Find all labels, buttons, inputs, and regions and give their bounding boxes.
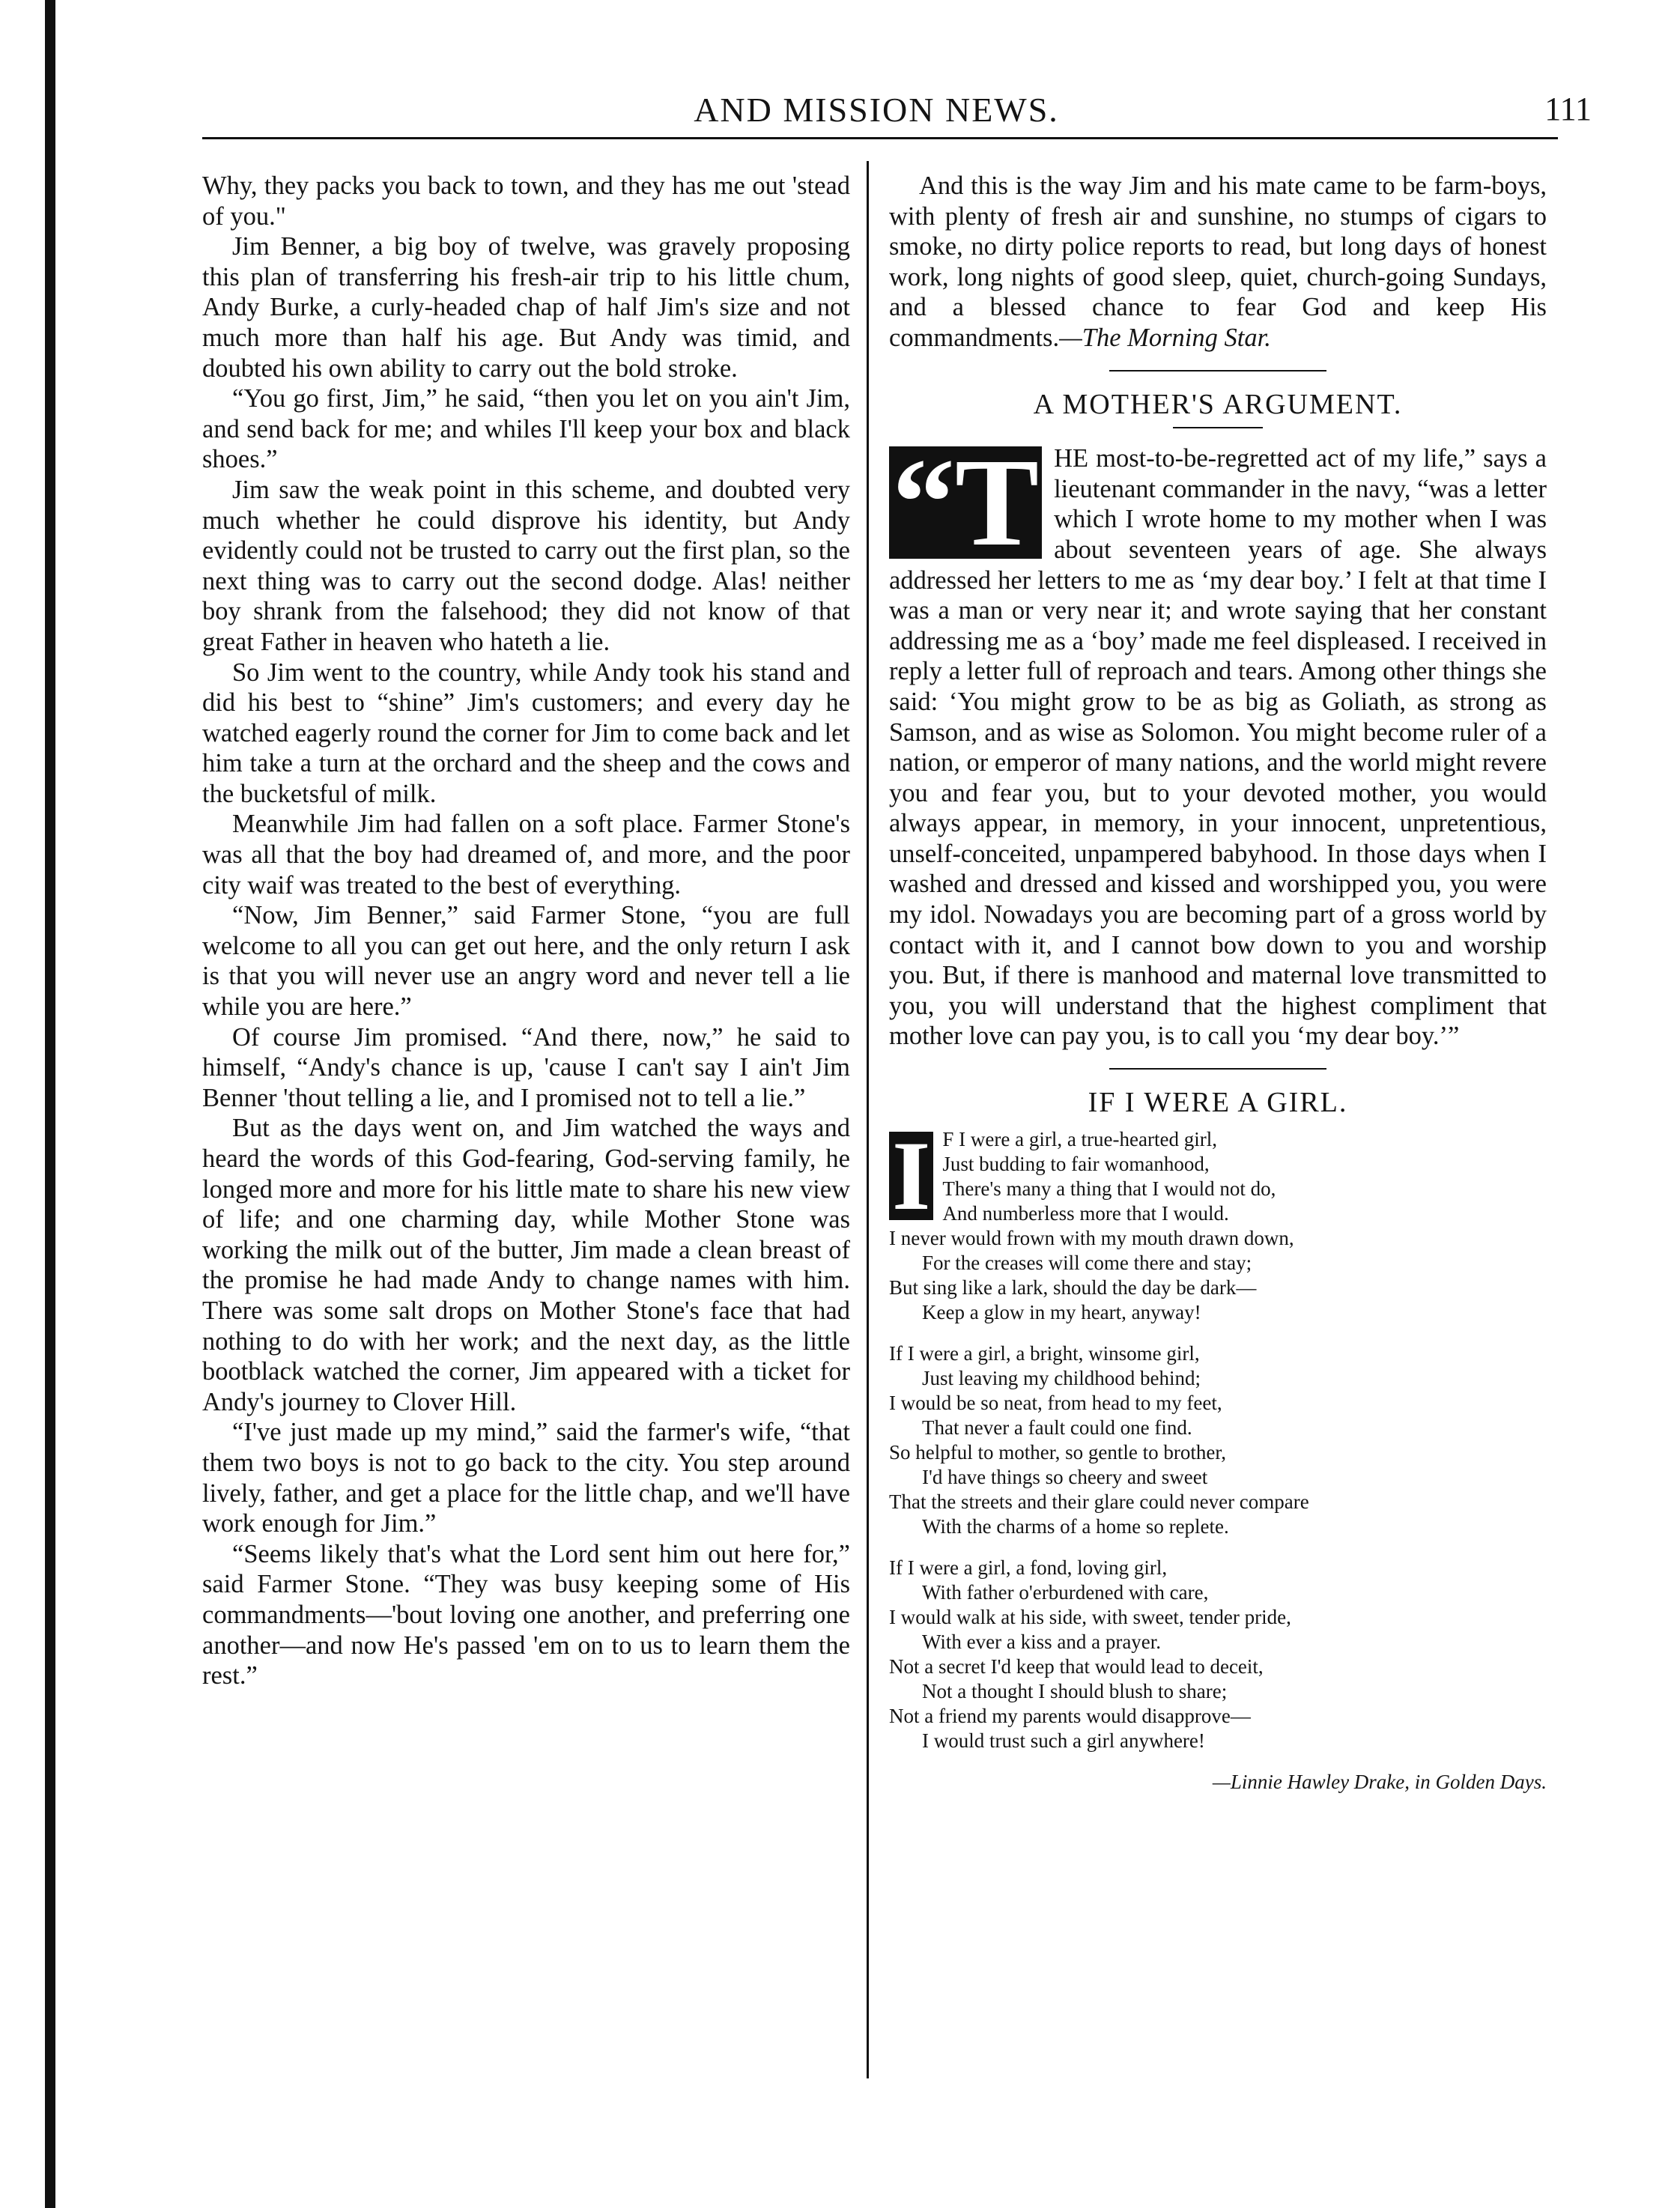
intro-text: And this is the way Jim and his mate came to be farm-boys, with plenty of fresh air and sunshine, no stumps of cigars to smoke, no dirty police reports to read, but long days of honest work, long nights of good sleep, quiet, church-going Sundays, and a blessed chance to fear God and keep His commandments.: [889, 172, 1547, 352]
paragraph: Of course Jim promised. “And there, now,” he said to himself, “Andy's chance is up, 'cause I can't say I ain't Jim Benner 'thout telling a lie, and I promised not to tell a lie.”: [202, 1022, 850, 1112]
poem-line: I never would frown with my mouth drawn down,: [889, 1226, 1294, 1249]
poem-line: For the creases will come there and stay;: [922, 1251, 1252, 1274]
poem-line: Not a thought I should blush to share;: [922, 1679, 1228, 1702]
poem-line: Just budding to fair womanhood,: [942, 1152, 1210, 1175]
poem-line: There's many a thing that I would not do,: [942, 1177, 1276, 1200]
poem-line: Not a friend my parents would disapprove—: [889, 1704, 1251, 1727]
poem-line: F I were a girl, a true-hearted girl,: [942, 1127, 1217, 1150]
paragraph: Why, they packs you back to town, and they has me out 'stead of you.": [202, 172, 850, 231]
article-text: HE most-to-be-regretted act of my life,” says a lieutenant commander in the navy, “was a letter which I wrote home to my mother when I was about seventeen years of age. She always addressed her letters to me as ‘my dear boy.’ I felt at that time I was a man or very near it; and wrote saying that her constant addressing me as a ‘boy’ made me feel displeased. I received in reply a letter full of reproach and tears. Among other things she said: ‘You might grow to be as big as Goliath, as strong as Samson, and as wise as Solomon. You might become ruler of a nation, or emperor of many nations, and the world might revere you and fear you, but to your devoted mother, you would always appear, in memory, in your innocent, unpretentious, unself-conceited, unpampered babyhood. In those days when I washed and dressed and kissed and worshipped you, you were my idol. Nowadays you are becoming part of a gross world by contact with it, and I cannot bow down to you and worship you. But, if there is manhood and maternal love transmitted to you, you will understand that the highest compliment that mother love can pay you, is to call you ‘my dear boy.’”: [889, 444, 1547, 1051]
section-rule: [1109, 1068, 1326, 1070]
poem-stanza: [889, 1556, 1547, 1753]
poem: [889, 1120, 1547, 1795]
left-column: [202, 171, 850, 1691]
article-heading: A MOTHER'S ARGUMENT.: [1033, 388, 1403, 420]
poem-line: Not a secret I'd keep that would lead to deceit,: [889, 1655, 1264, 1678]
paragraph: Meanwhile Jim had fallen on a soft place. Farmer Stone's was all that the boy had dreamed of, and more, and the poor city waif was treated to the best of everything.: [202, 810, 850, 900]
section-rule: [1109, 370, 1326, 371]
poem-line: If I were a girl, a fond, loving girl,: [889, 1556, 1168, 1579]
running-title: AND MISSION NEWS.: [694, 91, 1059, 129]
poem-line: Keep a glow in my heart, anyway!: [922, 1300, 1201, 1323]
poem-line: Just leaving my childhood behind;: [922, 1366, 1201, 1389]
poem-line: With the charms of a home so replete.: [922, 1514, 1229, 1538]
intro-paragraph: [889, 171, 1547, 354]
paragraph: Jim Benner, a big boy of twelve, was gravely proposing this plan of transferring his fresh-air trip to his little chum, Andy Burke, a curly-headed chap of half Jim's size and not much more than half his age. But Andy was timid, and doubted his own ability to carry out the bold stroke.: [202, 232, 850, 383]
intro-source: —The Morning Star.: [1059, 323, 1271, 352]
column-divider: [867, 161, 869, 2078]
poem-line: And numberless more that I would.: [942, 1201, 1229, 1225]
poem-line: I would be so neat, from head to my feet,: [889, 1391, 1222, 1414]
heading-rule: [1173, 427, 1263, 428]
poem-line: That never a fault could one find.: [922, 1416, 1192, 1439]
poem-line: That the streets and their glare could never compare: [889, 1490, 1309, 1513]
page-binding-edge: [45, 0, 55, 2208]
paragraph: “Now, Jim Benner,” said Farmer Stone, “you are full welcome to all you can get out here, and the only return I ask is that you will never use an angry word and never tell a lie while you are here.”: [202, 901, 850, 1022]
poem-line: I would trust such a girl anywhere!: [922, 1729, 1205, 1752]
page-number: 111: [1544, 91, 1592, 127]
poem-line: With ever a kiss and a prayer.: [922, 1630, 1162, 1653]
poem-line: I would walk at his side, with sweet, tender pride,: [889, 1605, 1291, 1628]
poem-heading: IF I WERE A GIRL.: [1088, 1087, 1348, 1119]
poem-line: If I were a girl, a bright, winsome girl,: [889, 1341, 1200, 1365]
paragraph: Jim saw the weak point in this scheme, and doubted very much whether he could disprove his identity, but Andy evidently could not be trusted to carry out the first plan, so the next thing was to carry out the second dodge. Alas! neither boy shrank from the falsehood; they did not know of that great Father in heaven who hateth a lie.: [202, 475, 850, 656]
paragraph: “You go first, Jim,” he said, “then you let on you ain't Jim, and send back for me; and whiles I'll keep your box and black shoes.”: [202, 384, 850, 474]
poem-stanza: [889, 1341, 1547, 1539]
poem-line: With father o'erburdened with care,: [922, 1580, 1209, 1604]
header-rule: [202, 137, 1558, 139]
running-header: [202, 90, 1592, 135]
poem-drop-cap: I: [889, 1132, 933, 1220]
paragraph: “I've just made up my mind,” said the farmer's wife, “that them two boys is not to go back to the city. You step around lively, father, and get a place for the little chap, and we'll have work enough for Jim.”: [202, 1418, 850, 1538]
drop-cap-quote: “: [892, 433, 955, 573]
article-body: [889, 433, 1547, 1052]
drop-cap: [889, 433, 1042, 573]
right-column: [889, 171, 1547, 1795]
paragraph: “Seems likely that's what the Lord sent him out here for,” said Farmer Stone. “They was busy keeping some of His commandments—'bout loving one another, and preferring one another—and now He's passed 'em on to us to learn them the rest.”: [202, 1539, 850, 1690]
poem-line: So helpful to mother, so gentle to brother,: [889, 1440, 1227, 1464]
poem-line: I'd have things so cheery and sweet: [922, 1465, 1208, 1488]
poem-line: But sing like a lark, should the day be dark—: [889, 1276, 1257, 1299]
drop-cap-letter: T: [955, 433, 1040, 573]
paragraph: But as the days went on, and Jim watched the ways and heard the words of this God-fearing, God-serving family, he longed more and more for his little mate to share his new view of life; and one charming day, while Mother Stone was working the milk out of the butter, Jim made a clean breast of the promise he had made Andy to change names with him. There was some salt drops on Mother Stone's face that had nothing to do with her work; and the next day, as the little bootblack watched the corner, Jim appeared with a ticket for Andy's journey to Clover Hill.: [202, 1114, 850, 1416]
poem-attribution: —Linnie Hawley Drake, in Golden Days.: [1212, 1770, 1547, 1793]
poem-stanza: [889, 1120, 1547, 1325]
paragraph: So Jim went to the country, while Andy took his stand and did his best to “shine” Jim's customers; and every day he watched eagerly round the corner for Jim to come back and let him take a turn at the orchard and the sheep and the cows and the bucketsful of milk.: [202, 658, 850, 808]
